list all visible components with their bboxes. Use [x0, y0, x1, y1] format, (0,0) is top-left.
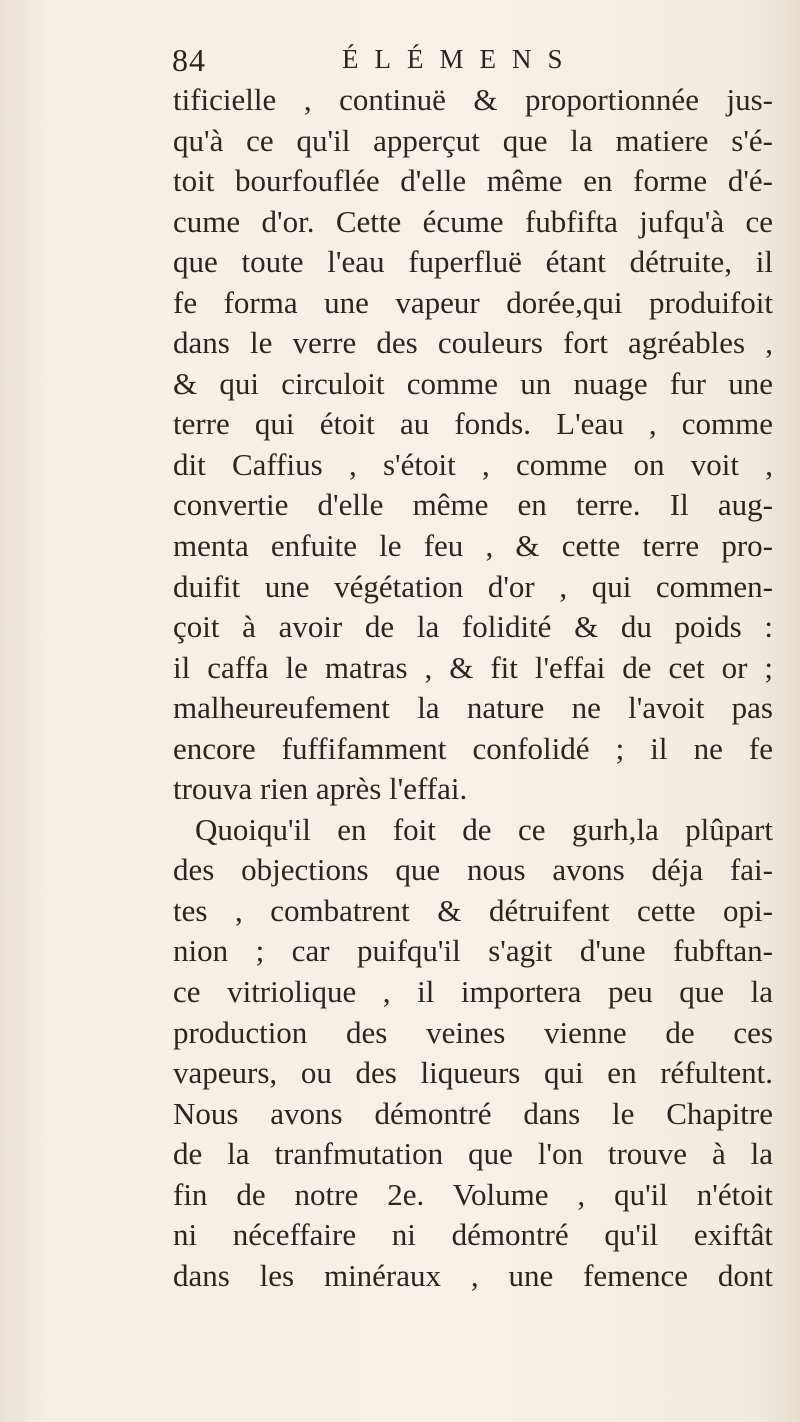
text-line: toit bourfouflée d'elle même en forme d'é-	[173, 163, 773, 199]
text-line: malheureufement la nature ne l'avoit pas	[173, 690, 773, 726]
text-line: que toute l'eau fuperfluë étant détruite, il	[173, 244, 773, 280]
text-line: qu'à ce qu'il apperçut que la matiere s'é-	[173, 122, 773, 158]
text-line: dans le verre des couleurs fort agréables ,	[173, 325, 773, 361]
text-line: trouva rien après l'effai.	[173, 771, 468, 807]
text-line: menta enfuite le feu , & cette terre pro-	[173, 528, 773, 564]
text-line: nion ; car puifqu'il s'agit d'une fubftan-	[173, 933, 773, 969]
text-line: Nous avons démontré dans le Chapitre	[173, 1095, 773, 1131]
text-line: çoit à avoir de la folidité & du poids :	[173, 609, 773, 645]
text-line: & qui circuloit comme un nuage fur une	[173, 365, 773, 401]
text-line: Quoiqu'il en foit de ce gurh,la plûpart	[195, 811, 773, 847]
running-title: ÉLÉMENS	[342, 44, 579, 74]
text-line: production des veines vienne de ces	[173, 1014, 773, 1050]
text-line: ni néceffaire ni démontré qu'il exiftât	[173, 1217, 773, 1253]
text-line: convertie d'elle même en terre. Il aug-	[173, 487, 773, 523]
text-line: tificielle , continuë & proportionnée jus-	[173, 82, 773, 117]
text-line: tes , combatrent & détruifent cette opi-	[173, 892, 773, 928]
text-line: duifit une végétation d'or , qui commen-	[173, 568, 773, 604]
text-line: il caffa le matras , & fit l'effai de cet or ;	[173, 649, 773, 685]
text-line: encore fuffifamment confolidé ; il ne fe	[173, 730, 773, 766]
text-line: dans les minéraux , une femence dont	[173, 1257, 773, 1293]
text-line: dit Caffius , s'étoit , comme on voit ,	[173, 446, 773, 482]
page-number: 84	[172, 42, 206, 78]
text-line: de la tranfmutation que l'on trouve à la	[173, 1136, 773, 1172]
text-line: cume d'or. Cette écume fubfifta jufqu'à ce	[173, 203, 773, 239]
text-line: fe forma une vapeur dorée,qui produifoit	[173, 284, 773, 320]
text-line: vapeurs, ou des liqueurs qui en réfultent.	[173, 1055, 773, 1091]
text-line: terre qui étoit au fonds. L'eau , comme	[173, 406, 773, 442]
text-line: des objections que nous avons déja fai-	[173, 852, 773, 888]
text-line: ce vitriolique , il importera peu que la	[173, 974, 773, 1010]
text-line: fin de notre 2e. Volume , qu'il n'étoit	[173, 1176, 773, 1212]
body-text	[173, 80, 773, 1296]
